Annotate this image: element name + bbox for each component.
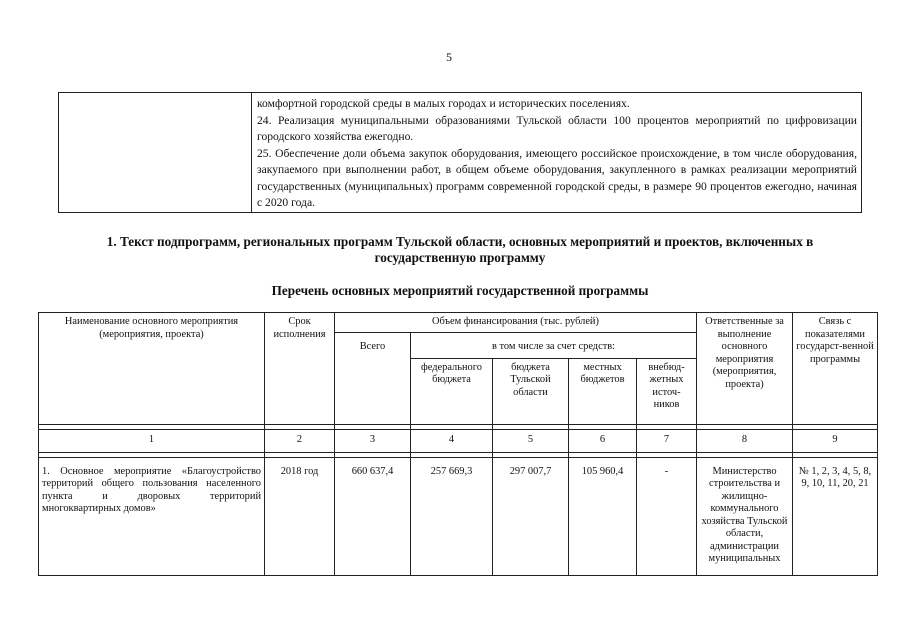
indicator-paragraph: комфортной городской среды в малых городах и исторических поселениях.: [257, 97, 630, 110]
column-number: 3: [335, 429, 411, 452]
indicator-paragraph: 24. Реализация муниципальными образованиями Тульской области 100 процентов мероприятий по цифровизации городского хозяйства ежегодно.: [257, 113, 857, 143]
indicator-paragraph: 25. Обеспечение доли объема закупок оборудования, имеющего российское происхождение, в том числе оборудования, закупаемого при выполнении работ, в общем объеме оборудования, закупленного в рамках реализации мероприятий государственных (муниципальных) программ современной городской среды, в размере 90 процентов ежегодно, начиная с 2020 года.: [257, 146, 857, 209]
header-term: Срок исполнения: [265, 313, 335, 425]
header-federal: федерального бюджета: [411, 358, 493, 424]
row-term: 2018 год: [265, 457, 335, 575]
header-link: Связь с показателями государст-венной программы: [793, 313, 878, 425]
column-numbers-row: [39, 429, 878, 452]
header-including: в том числе за счет средств:: [411, 332, 697, 358]
column-number: 2: [265, 429, 335, 452]
row-activity-name: 1. Основное мероприятие «Благоустройство территорий общего пользования населенного пункта и дворовых территорий многоквартирных домов»: [39, 457, 265, 575]
table-title: Перечень основных мероприятий государственной программы: [271, 283, 649, 298]
column-number: 1: [39, 429, 265, 452]
row-responsible: Министерство строительства и жилищно-коммунального хозяйства Тульской области, администрации муниципальных: [697, 457, 793, 575]
section-heading: 1. Текст подпрограмм, региональных программ Тульской области, основных мероприятий и проектов, включенных в государственную программу: [106, 234, 814, 265]
column-number: 6: [569, 429, 637, 452]
activities-table: [38, 312, 878, 576]
header-extra: внебюд-жетных источ-ников: [637, 358, 697, 424]
header-local: местных бюджетов: [569, 358, 637, 424]
header-funding: Объем финансирования (тыс. рублей): [335, 313, 697, 333]
row-federal: 257 669,3: [411, 457, 493, 575]
column-number: 8: [697, 429, 793, 452]
page-number: 5: [446, 50, 452, 64]
header-responsible: Ответственные за выполнение основного мероприятия (мероприятия, проекта): [697, 313, 793, 425]
row-extra: -: [637, 457, 697, 575]
row-indicator-link: № 1, 2, 3, 4, 5, 8, 9, 10, 11, 20, 21: [793, 457, 878, 575]
header-name: Наименование основного мероприятия (мероприятия, проекта): [39, 313, 265, 425]
column-number: 5: [493, 429, 569, 452]
row-regional: 297 007,7: [493, 457, 569, 575]
column-number: 9: [793, 429, 878, 452]
column-number: 7: [637, 429, 697, 452]
row-local: 105 960,4: [569, 457, 637, 575]
continuation-table: [58, 92, 862, 213]
header-total: Всего: [335, 332, 411, 424]
row-total: 660 637,4: [335, 457, 411, 575]
column-number: 4: [411, 429, 493, 452]
header-regional: бюджета Тульской области: [493, 358, 569, 424]
continuation-right-cell: [252, 93, 862, 213]
table-row: [39, 457, 878, 575]
continuation-left-cell: [59, 93, 252, 213]
